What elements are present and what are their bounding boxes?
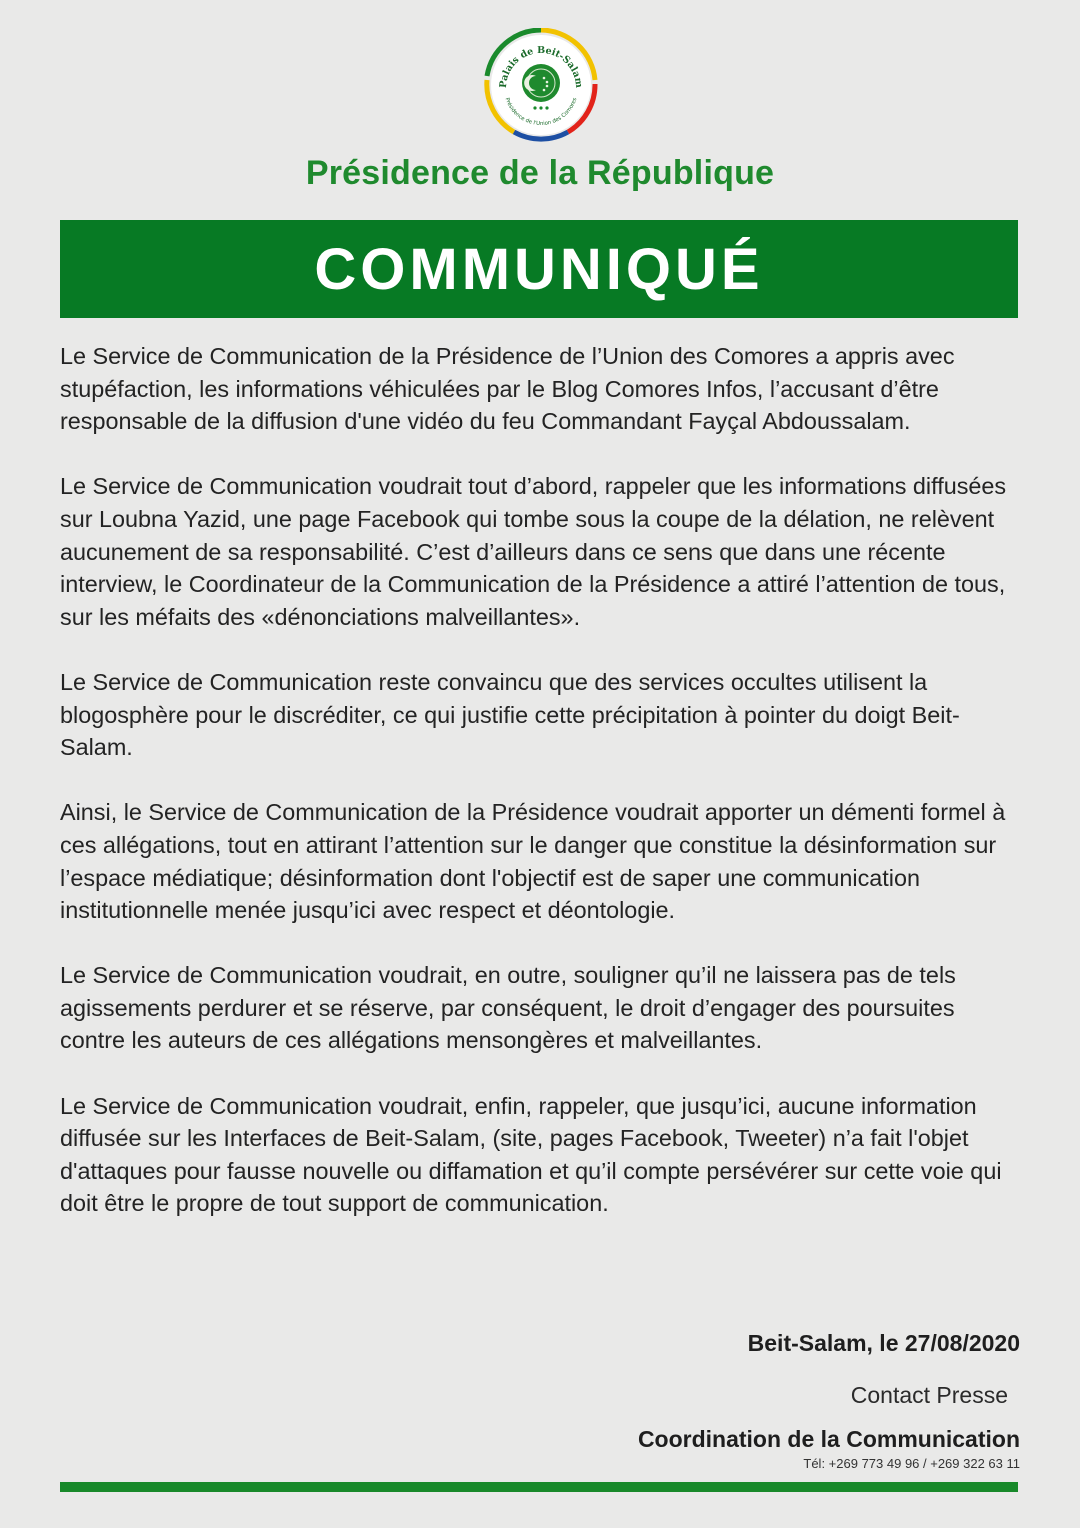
communique-banner	[60, 220, 1018, 318]
communique-body	[60, 340, 1020, 1253]
beit-salam-seal-logo	[484, 28, 598, 142]
place-date: Beit-Salam, le 27/08/2020	[747, 1330, 1020, 1356]
contact-presse: Contact Presse	[850, 1382, 1008, 1408]
paragraph: Le Service de Communication voudrait tout d’abord, rappeler que les informations diffusées sur Loubna Yazid, une page Facebook qui tombe sous la coupe de la délation, ne relèvent aucunement de sa responsabilité. C’est d’ailleurs dans ce sens que dans une récente interview, le Coordinateur de la Communication de la Présidence a attiré l’attention de tous, sur les méfaits des «dénonciations malveillantes».	[60, 473, 1007, 630]
signature-block	[748, 1330, 1020, 1357]
telephone-numbers: Tél: +269 773 49 96 / +269 322 63 11	[803, 1456, 1020, 1471]
svg-text:Présidence de l'Union des Como: Présidence de l'Union des Comores	[503, 97, 579, 128]
coordination-label: Coordination de la Communication	[637, 1426, 1020, 1452]
paragraph: Le Service de Communication reste convaincu que des services occultes utilisent la blogosphère pour le discréditer, ce qui justifie cette précipitation à pointer du doigt Beit-Salam.	[60, 668, 960, 761]
paragraph: Ainsi, le Service de Communication de la Présidence voudrait apporter un démenti formel à ces allégations, tout en attirant l’attention sur le danger que constitue la désinformation sur l’espace médiatique; désinformation dont l'objectif est de saper une communication institutionnelle menée jusqu’ici avec respect et déontologie.	[60, 799, 1006, 924]
svg-text:Palais de Beit-Salam: Palais de Beit-Salam	[497, 44, 585, 89]
footer-divider	[60, 1482, 1018, 1492]
communique-title: COMMUNIQUÉ	[314, 236, 764, 302]
seal-icon	[484, 28, 598, 142]
presidence-heading: Présidence de la République	[305, 154, 775, 192]
paragraph: Le Service de Communication de la Présidence de l’Union des Comores a appris avec stupéfaction, les informations véhiculées par le Blog Comores Infos, l’accusant d’être responsable de la diffusion d'une vidéo du feu Commandant Fayçal Abdoussalam.	[60, 343, 955, 435]
paragraph: Le Service de Communication voudrait, enfin, rappeler, que jusqu’ici, aucune information diffusée sur les Interfaces de Beit-Salam, (site, pages Facebook, Tweeter) n’a fait l'objet d'attaques pour fausse nouvelle ou diffamation et qu’il compte persévérer sur cette voie qui doit être le propre de tout support de communication.	[60, 1092, 1002, 1217]
paragraph: Le Service de Communication voudrait, en outre, souligner qu’il ne laissera pas de tels agissements perdurer et se réserve, par conséquent, le droit d’engager des poursuites contre les auteurs de ces allégations mensongères et malveillantes.	[60, 962, 956, 1054]
